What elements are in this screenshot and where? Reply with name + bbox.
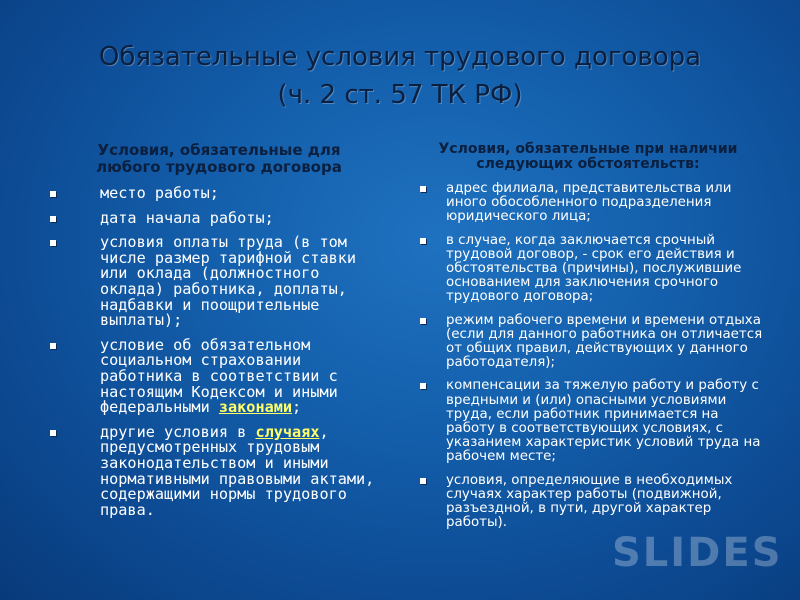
list-item xyxy=(48,335,378,417)
right-column-list xyxy=(412,182,764,530)
left-column xyxy=(48,142,378,527)
list-item xyxy=(48,186,378,202)
list-item-text: в случае, когда заключается срочный трудовой договор, - срок его действия и обстоятельства (причины), послужившие основанием для заключения срочного трудового договора; xyxy=(446,232,742,305)
list-item-text: место работы; xyxy=(100,184,219,202)
square-bullet-icon xyxy=(420,318,426,324)
slide-title xyxy=(0,38,800,114)
list-item-text: адрес филиала, представительства или иного обособленного подразделения юридического лица; xyxy=(446,181,732,225)
cases-link[interactable]: случаях xyxy=(255,422,320,441)
list-item-text: дата начала работы; xyxy=(100,208,274,227)
list-item-text: компенсации за тяжелую работу и работу с вредными и (или) опасными условиями труда, если работник принимается на работу в соответствующих условиях, с указанием характеристик условий труда на рабочем месте; xyxy=(446,378,761,465)
square-bullet-icon xyxy=(420,186,426,192)
list-item xyxy=(48,235,378,329)
list-item-text: режим рабочего времени и времени отдыха (если для данного работника он отличается от общих правил, действующих у данного работодателя); xyxy=(446,312,763,371)
square-bullet-icon xyxy=(420,383,426,389)
list-item-text: другие условия в xyxy=(100,422,256,441)
list-item xyxy=(412,474,764,531)
list-item xyxy=(412,234,764,305)
square-bullet-icon xyxy=(50,343,56,349)
list-item xyxy=(412,379,764,464)
list-item xyxy=(412,182,764,225)
slide-title-line1: Обязательные условия трудового договора xyxy=(98,42,702,72)
right-column-heading: Условия, обязательные при наличии следующих обстоятельств: xyxy=(438,141,738,172)
square-bullet-icon xyxy=(50,216,56,222)
laws-link[interactable]: законами xyxy=(218,398,293,417)
list-item xyxy=(48,422,378,519)
watermark: SLIDES xyxy=(612,530,783,576)
right-column xyxy=(412,142,764,539)
left-column-heading: Условия, обязательные для любого трудового договора xyxy=(96,141,342,176)
list-item-text: условия, определяющие в необходимых случаях характер работы (подвижной, разъездной, в пути, другой характер работы). xyxy=(446,472,733,531)
slide-title-line2: (ч. 2 ст. 57 ТК РФ) xyxy=(277,80,523,110)
list-item-text: условие об обязательном социальном страховании работника в соответствии с настоящим Кодексом и иными федеральными xyxy=(100,335,338,417)
square-bullet-icon xyxy=(50,240,56,246)
left-column-list xyxy=(48,186,378,518)
list-item-text: условия оплаты труда (в том числе размер тарифной ставки или оклада (должностного оклада) работника, доплаты, надбавки и поощрительные выплаты); xyxy=(100,233,357,330)
list-item-text-end: ; xyxy=(292,398,302,417)
square-bullet-icon xyxy=(420,238,426,244)
list-item xyxy=(412,314,764,371)
list-item-text-end: , предусмотренных трудовым законодательством и иными нормативными правовыми актами, содержащими нормы трудового права. xyxy=(100,422,375,519)
square-bullet-icon xyxy=(50,430,56,436)
list-item xyxy=(48,208,378,227)
square-bullet-icon xyxy=(420,478,426,484)
square-bullet-icon xyxy=(50,191,56,197)
